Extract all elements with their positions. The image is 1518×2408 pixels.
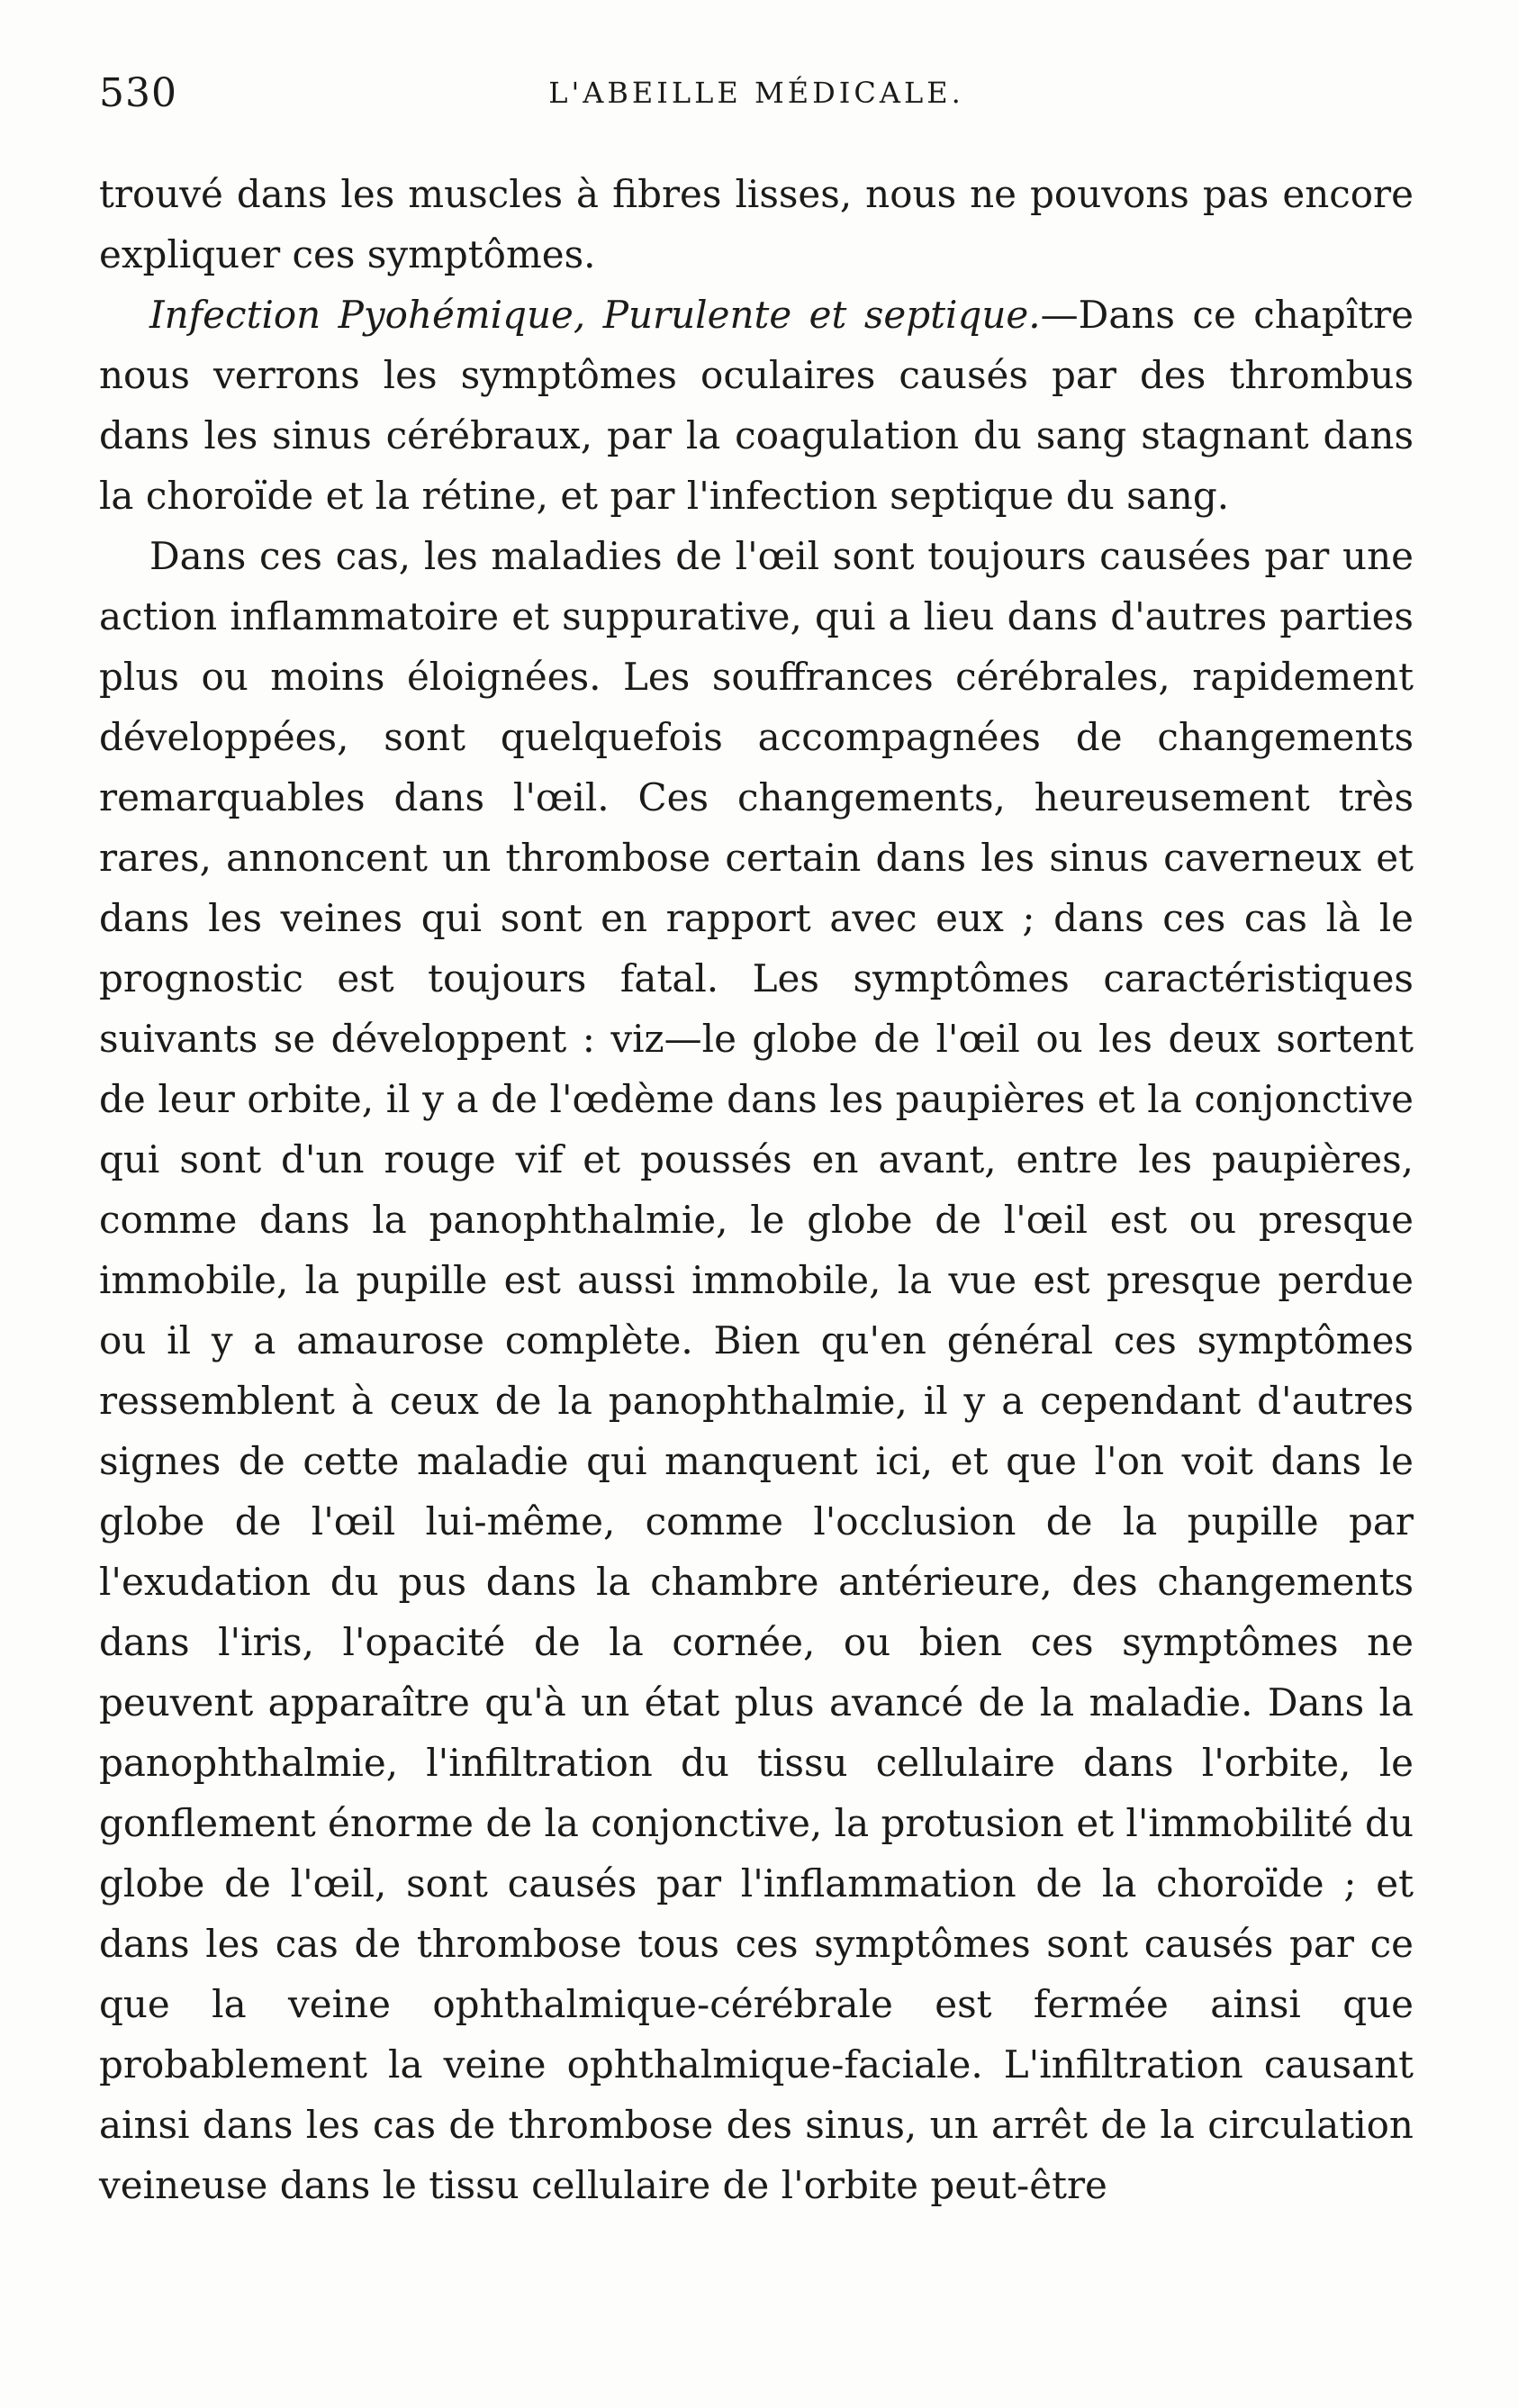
body-text <box>99 164 1414 2215</box>
paragraph-infection-section <box>99 285 1414 526</box>
paragraph-text: —Dans ce chapître nous verrons les symptômes oculaires causés par des thrombus dans les sinus cérébraux, par la coagulation du sang stagnant dans la choroïde et la rétine, et par l'infection septique du sang. <box>99 293 1414 518</box>
running-title: L'ABEILLE MÉDICALE. <box>548 76 964 110</box>
paragraph-continuation: trouvé dans les muscles à fibres lisses, nous ne pouvons pas encore expliquer ces symptômes. <box>99 172 1414 276</box>
page-number: 530 <box>99 70 177 116</box>
section-heading-inline: Infection Pyohémique, Purulente et septique. <box>149 293 1041 337</box>
paragraph-symptoms: Dans ces cas, les maladies de l'œil sont toujours causées par une action inflammatoire et suppurative, qui a lieu dans d'autres parties plus ou moins éloignées. Les souffrances cérébrales, rapidement développées, sont quelquefois accompagnées de changements remarquables dans l'œil. Ces changements, heureusement très rares, annoncent un thrombose certain dans les sinus caverneux et dans les veines qui sont en rapport avec eux ; dans ces cas là le prognostic est toujours fatal. Les symptômes caractéristiques suivants se développent : viz—le globe de l'œil ou les deux sortent de leur orbite, il y a de l'œdème dans les paupières et la conjonctive qui sont d'un rouge vif et poussés en avant, entre les paupières, comme dans la panophthalmie, le globe de l'œil est ou presque immobile, la pupille est aussi immobile, la vue est presque perdue ou il y a amaurose complète. Bien qu'en général ces symptômes ressemblent à ceux de la panophthalmie, il y a cependant d'autres signes de cette maladie qui manquent ici, et que l'on voit dans le globe de l'œil lui-même, comme l'occlusion de la pupille par l'exudation du pus dans la chambre antérieure, des changements dans l'iris, l'opacité de la cornée, ou bien ces symptômes ne peuvent apparaître qu'à un état plus avancé de la maladie. Dans la panophthalmie, l'infiltration du tissu cellulaire dans l'orbite, le gonflement énorme de la conjonctive, la protusion et l'immobilité du globe de l'œil, sont causés par l'inflammation de la choroïde ; et dans les cas de thrombose tous ces symptômes sont causés par ce que la veine ophthalmique-cérébrale est fermée ainsi que probablement la veine ophthalmique-faciale. L'infiltration causant ainsi dans les cas de thrombose des sinus, un arrêt de la circulation veineuse dans le tissu cellulaire de l'orbite peut-être <box>99 534 1414 2207</box>
page-header <box>99 70 1414 124</box>
